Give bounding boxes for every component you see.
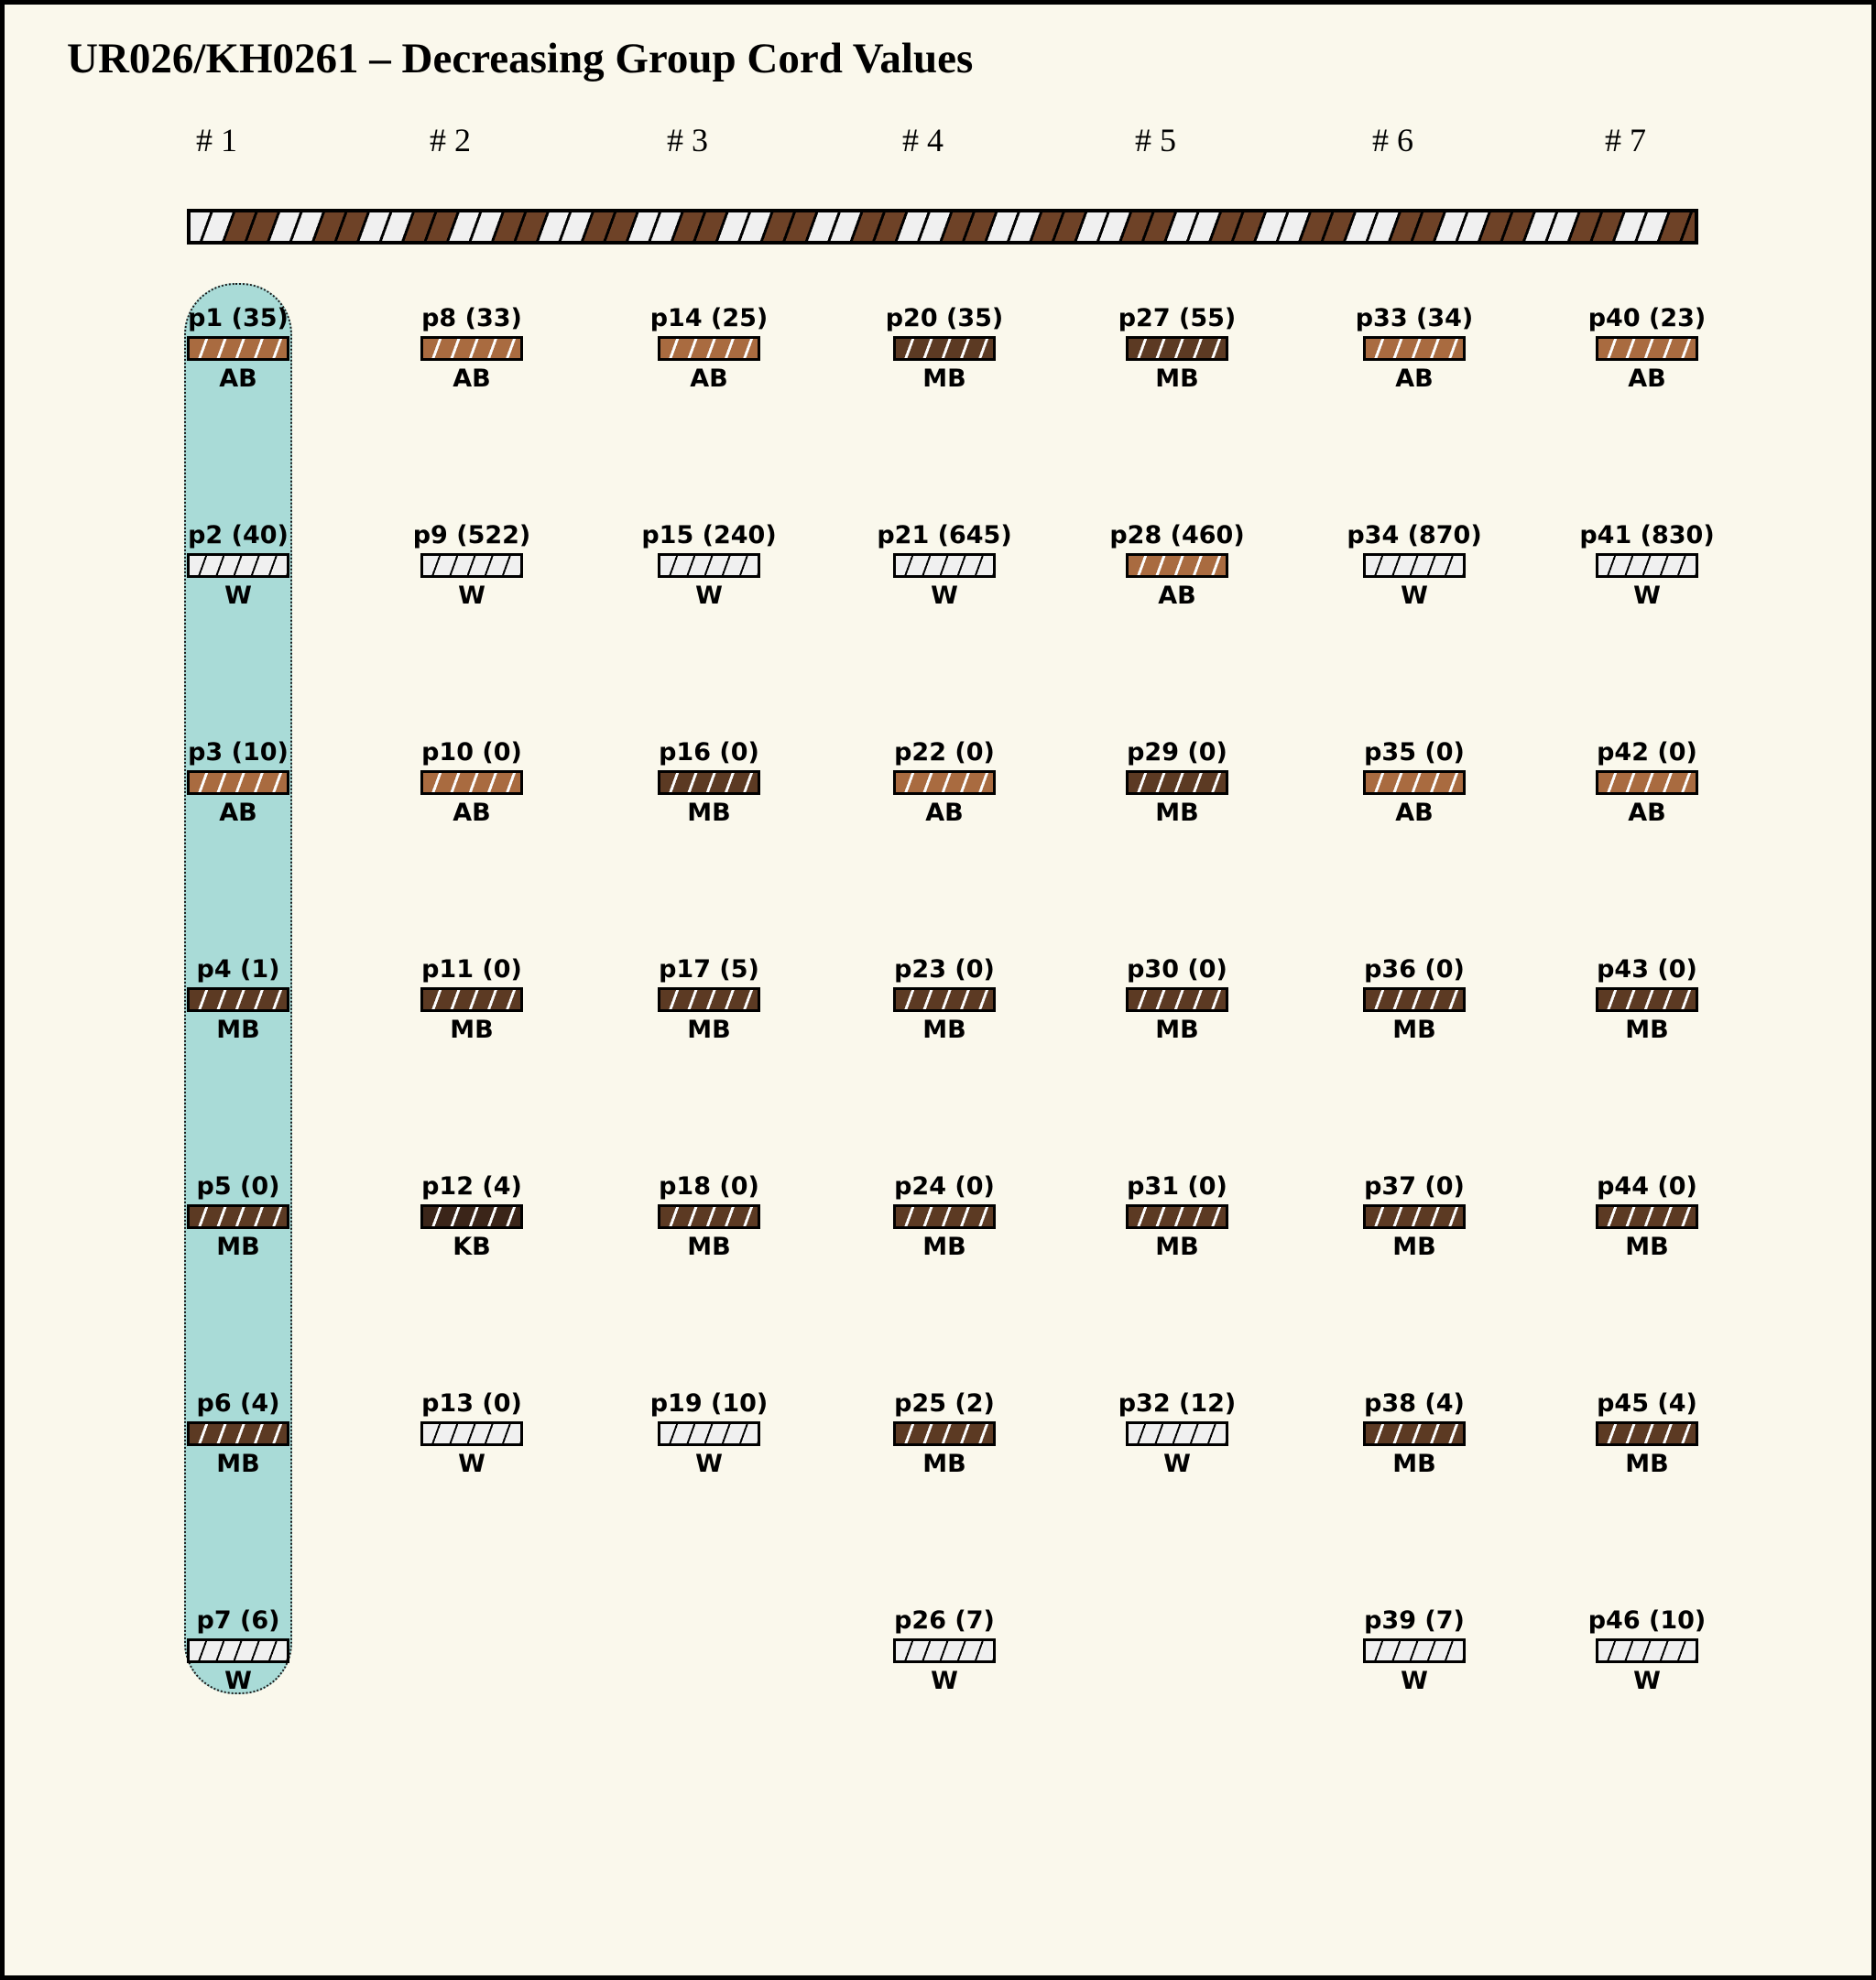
cord-color-code: AB (1395, 364, 1434, 393)
cord-cell (1363, 737, 1466, 828)
cord-color-code: MB (922, 1450, 966, 1478)
cord-label: p20 (35) (885, 304, 1004, 332)
cord-label: p46 (10) (1587, 1606, 1707, 1635)
cord-bar (187, 1421, 289, 1446)
cord-color-code: W (695, 582, 723, 610)
cord-bar (1596, 1204, 1698, 1229)
cord-color-code: W (1633, 582, 1661, 610)
cord-bar (893, 1421, 996, 1446)
cord-cell (187, 1605, 289, 1696)
column-header: # 4 (902, 122, 943, 158)
cord-bar (187, 770, 289, 795)
cord-bar (420, 553, 523, 578)
cord-cell (1596, 1171, 1698, 1262)
cord-bar (658, 336, 760, 361)
cord-color-code: KB (453, 1233, 491, 1261)
cord-color-code: AB (1158, 582, 1196, 610)
cord-label: p2 (40) (188, 521, 289, 549)
cord-label: p10 (0) (421, 738, 522, 767)
cord-cell (187, 954, 289, 1045)
cord-cell (1596, 1388, 1698, 1479)
cord-color-code: W (931, 582, 958, 610)
column-header: # 5 (1135, 122, 1176, 158)
cord-bar (420, 336, 523, 361)
cord-bar (1126, 553, 1228, 578)
cord-label: p1 (35) (188, 304, 289, 332)
cord-color-code: MB (922, 1016, 966, 1044)
cord-label: p12 (4) (421, 1172, 522, 1201)
cord-bar (1596, 336, 1698, 361)
cord-label: p6 (4) (196, 1389, 280, 1418)
cord-bar (893, 987, 996, 1012)
cord-label: p29 (0) (1127, 738, 1227, 767)
cord-color-code: AB (1395, 799, 1434, 827)
cord-bar (893, 770, 996, 795)
cord-cell (187, 737, 289, 828)
cord-color-code: W (224, 582, 252, 610)
cord-label: p38 (4) (1364, 1389, 1465, 1418)
column-header: # 2 (430, 122, 471, 158)
cord-cell (420, 1171, 523, 1262)
cord-cell (658, 737, 760, 828)
main-cord-bar (187, 209, 1698, 245)
cord-color-code: AB (925, 799, 964, 827)
cord-label: p39 (7) (1364, 1606, 1465, 1635)
cord-cell (187, 1171, 289, 1262)
cord-bar (1363, 1204, 1466, 1229)
cord-color-code: MB (216, 1450, 260, 1478)
column-header: # 6 (1372, 122, 1413, 158)
cord-label: p19 (10) (649, 1389, 769, 1418)
cord-cell (1596, 737, 1698, 828)
cord-bar (420, 1204, 523, 1229)
cord-color-code: AB (453, 799, 491, 827)
cord-cell (1126, 737, 1228, 828)
cord-cell (1126, 954, 1228, 1045)
cord-color-code: W (1401, 582, 1428, 610)
cord-label: p22 (0) (894, 738, 995, 767)
cord-cell (893, 954, 996, 1045)
cord-bar (1596, 770, 1698, 795)
cord-label: p31 (0) (1127, 1172, 1227, 1201)
cord-cell (885, 303, 1004, 394)
cord-color-code: MB (1155, 1016, 1199, 1044)
cord-label: p37 (0) (1364, 1172, 1465, 1201)
cord-cell (420, 303, 523, 394)
cord-cell (187, 1388, 289, 1479)
cord-bar (1363, 1638, 1466, 1663)
cord-label: p25 (2) (894, 1389, 995, 1418)
cord-bar (420, 1421, 523, 1446)
cord-cell (641, 520, 777, 611)
cord-color-code: MB (687, 799, 731, 827)
page-title: UR026/KH0261 – Decreasing Group Cord Values (67, 35, 974, 82)
cord-cell (877, 520, 1012, 611)
cord-cell (893, 1171, 996, 1262)
cord-label: p5 (0) (196, 1172, 280, 1201)
cord-label: p30 (0) (1127, 955, 1227, 984)
cord-color-code: MB (1155, 364, 1199, 393)
cord-bar (893, 336, 996, 361)
cord-color-code: W (1163, 1450, 1191, 1478)
cord-cell (893, 737, 996, 828)
cord-bar (658, 1204, 760, 1229)
cord-color-code: MB (450, 1016, 494, 1044)
cord-color-code: AB (219, 364, 257, 393)
cord-cell (1363, 1171, 1466, 1262)
cord-cell (1118, 303, 1237, 394)
cord-color-code: MB (1625, 1450, 1669, 1478)
cord-color-code: MB (1392, 1016, 1436, 1044)
cord-bar (187, 1638, 289, 1663)
cord-color-code: W (931, 1667, 958, 1695)
cord-color-code: AB (1628, 364, 1666, 393)
cord-cell (658, 954, 760, 1045)
cord-label: p23 (0) (894, 955, 995, 984)
cord-bar (1596, 1421, 1698, 1446)
cord-color-code: W (458, 582, 485, 610)
cord-bar (893, 1638, 996, 1663)
cord-label: p13 (0) (421, 1389, 522, 1418)
cord-label: p35 (0) (1364, 738, 1465, 767)
cord-label: p45 (4) (1597, 1389, 1697, 1418)
cord-bar (893, 553, 996, 578)
cord-cell (1587, 303, 1707, 394)
cord-label: p17 (5) (659, 955, 759, 984)
cord-label: p15 (240) (641, 521, 777, 549)
cord-label: p40 (23) (1587, 304, 1707, 332)
cord-cell (1355, 303, 1474, 394)
cord-bar (187, 987, 289, 1012)
cord-label: p43 (0) (1597, 955, 1697, 984)
cord-bar (893, 1204, 996, 1229)
cord-color-code: AB (1628, 799, 1666, 827)
cord-bar (1126, 336, 1228, 361)
column-header: # 3 (667, 122, 708, 158)
cord-bar (658, 770, 760, 795)
cord-bar (1126, 987, 1228, 1012)
cord-bar (1596, 987, 1698, 1012)
cord-bar (1363, 770, 1466, 795)
cord-cell (1363, 954, 1466, 1045)
cord-color-code: MB (1625, 1233, 1669, 1261)
cord-label: p26 (7) (894, 1606, 995, 1635)
cord-bar (187, 553, 289, 578)
cord-bar (1126, 1421, 1228, 1446)
cord-label: p27 (55) (1118, 304, 1237, 332)
cord-cell (1587, 1605, 1707, 1696)
cord-color-code: MB (922, 1233, 966, 1261)
cord-cell (187, 520, 289, 611)
cord-cell (649, 1388, 769, 1479)
cord-color-code: MB (1392, 1450, 1436, 1478)
cord-label: p9 (522) (412, 521, 531, 549)
cord-label: p11 (0) (421, 955, 522, 984)
cord-cell (420, 954, 523, 1045)
cord-label: p41 (830) (1579, 521, 1715, 549)
cord-color-code: MB (687, 1016, 731, 1044)
cord-color-code: W (224, 1667, 252, 1695)
cord-cell (1118, 1388, 1237, 1479)
cord-bar (658, 1421, 760, 1446)
cord-color-code: MB (922, 364, 966, 393)
cord-label: p28 (460) (1109, 521, 1245, 549)
cord-bar (1363, 553, 1466, 578)
cord-color-code: MB (1392, 1233, 1436, 1261)
cord-cell (1109, 520, 1245, 611)
cord-color-code: MB (216, 1233, 260, 1261)
cord-color-code: AB (453, 364, 491, 393)
cord-bar (1363, 1421, 1466, 1446)
cord-label: p7 (6) (196, 1606, 280, 1635)
cord-bar (1596, 1638, 1698, 1663)
cord-cell (1596, 954, 1698, 1045)
cord-cell (1126, 1171, 1228, 1262)
cord-cell (893, 1388, 996, 1479)
column-header: # 1 (196, 122, 237, 158)
cord-bar (1363, 336, 1466, 361)
cord-cell (1363, 1388, 1466, 1479)
cord-color-code: W (458, 1450, 485, 1478)
cord-cell (893, 1605, 996, 1696)
cord-color-code: MB (1155, 799, 1199, 827)
cord-bar (1596, 553, 1698, 578)
cord-color-code: MB (1155, 1233, 1199, 1261)
cord-label: p36 (0) (1364, 955, 1465, 984)
cord-label: p42 (0) (1597, 738, 1697, 767)
cord-cell (420, 737, 523, 828)
cord-cell (1363, 1605, 1466, 1696)
cord-cell (187, 303, 289, 394)
cord-label: p32 (12) (1118, 1389, 1237, 1418)
cord-color-code: MB (216, 1016, 260, 1044)
cord-label: p34 (870) (1347, 521, 1482, 549)
cord-color-code: AB (219, 799, 257, 827)
cord-cell (420, 1388, 523, 1479)
cord-bar (420, 770, 523, 795)
cord-cell (1579, 520, 1715, 611)
cord-bar (1126, 1204, 1228, 1229)
cord-label: p21 (645) (877, 521, 1012, 549)
cord-color-code: MB (1625, 1016, 1669, 1044)
cord-color-code: W (695, 1450, 723, 1478)
cord-bar (420, 987, 523, 1012)
cord-label: p33 (34) (1355, 304, 1474, 332)
cord-color-code: MB (687, 1233, 731, 1261)
cord-label: p4 (1) (196, 955, 280, 984)
cord-bar (187, 1204, 289, 1229)
cord-bar (1126, 770, 1228, 795)
cord-bar (187, 336, 289, 361)
cord-cell (1347, 520, 1482, 611)
cord-label: p44 (0) (1597, 1172, 1697, 1201)
cord-color-code: AB (690, 364, 728, 393)
cord-color-code: W (1401, 1667, 1428, 1695)
cord-cell (649, 303, 769, 394)
cord-bar (658, 987, 760, 1012)
column-header: # 7 (1605, 122, 1646, 158)
cord-label: p3 (10) (188, 738, 289, 767)
cord-label: p16 (0) (659, 738, 759, 767)
cord-bar (658, 553, 760, 578)
cord-label: p14 (25) (649, 304, 769, 332)
cord-color-code: W (1633, 1667, 1661, 1695)
cord-cell (658, 1171, 760, 1262)
cord-label: p8 (33) (421, 304, 522, 332)
cord-label: p24 (0) (894, 1172, 995, 1201)
cord-bar (1363, 987, 1466, 1012)
cord-label: p18 (0) (659, 1172, 759, 1201)
cord-cell (412, 520, 531, 611)
